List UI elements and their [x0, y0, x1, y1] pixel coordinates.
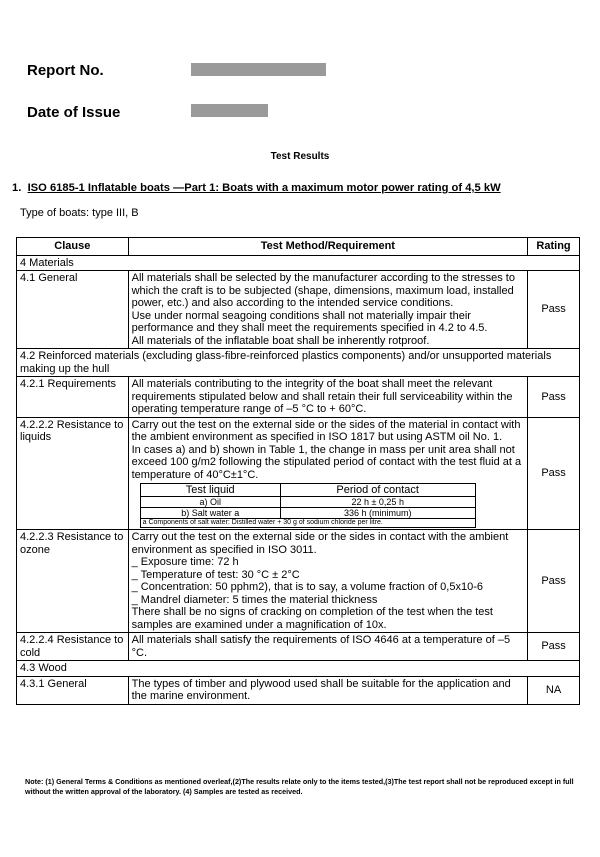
inner-footnote-row [140, 519, 475, 528]
table-row [17, 349, 580, 377]
col-header-rating: Rating [528, 238, 580, 256]
requirement-line: _ Exposure time: 72 h [131, 556, 239, 568]
test-liquid-table [140, 483, 476, 528]
report-no-label: Report No. [27, 62, 104, 79]
inner-row [140, 497, 475, 508]
clause-cell: 4.2.2.2 Resistance to liquids [17, 417, 129, 530]
rating-cell: Pass [528, 633, 580, 661]
requirement-line: All materials shall be selected by the manufacturer according to the stresses to which the craft is to be subjected (shape, dimensions, maximum load, installed power, etc.) and also according to the intended service conditions. [131, 272, 515, 309]
inner-cell: 22 h ± 0,25 h [280, 497, 475, 508]
table-row [17, 417, 580, 530]
inner-footnote: a Components of salt water: Distilled water + 30 g of sodium chloride per litre. [140, 519, 475, 528]
redacted-date [191, 104, 268, 117]
results-table [16, 237, 580, 705]
redacted-report-no [191, 63, 326, 76]
clause-cell: 4.2.2.4 Resistance to cold [17, 633, 129, 661]
section-title [12, 182, 501, 194]
boat-type: Type of boats: type III, B [20, 207, 139, 219]
inner-cell: a) Oil [140, 497, 280, 508]
inner-cell: b) Salt water a [140, 508, 280, 519]
requirement-cell [128, 417, 527, 530]
requirement-line: _ Mandrel diameter: 5 times the material thickness [131, 593, 378, 606]
footer-note: Note: (1) General Terms & Conditions as mentioned overleaf,(2)The results relate only to the items tested,(3)The test report shall not be reproduced except in full without the written approval of the laboratory. (4) Samples are tested as received. [25, 777, 574, 796]
clause-cell: 4.1 General [17, 271, 129, 349]
requirement-line: In cases a) and b) shown in Table 1, the change in mass per unit area shall not exceed 100 g/m2 following the stipulated period of contact with the test fluid at a temperature of 40°C±1°C. [131, 443, 522, 481]
rating-cell: Pass [528, 271, 580, 349]
requirement-line: There shall be no signs of cracking on completion of the test when the test samples are examined under a magnification of 10x. [131, 606, 493, 631]
requirement-line: _ Concentration: 50 pphm2), that is to say, a volume fraction of 0,5x10-6 [131, 581, 483, 593]
clause-cell: 4.2.1 Requirements [17, 377, 129, 418]
table-row [17, 676, 580, 704]
table-row [17, 530, 580, 633]
page-title: Test Results [270, 151, 330, 162]
requirement-line: Carry out the test on the external side or the sides of the material in contact with the ambient environment as specified in ISO 1817 but using ASTM oil No. 1. [131, 418, 521, 443]
rating-cell: Pass [528, 377, 580, 418]
inner-cell: 336 h (minimum) [280, 508, 475, 519]
requirement-line: Carry out the test on the external side or the sides in contact with the ambient environment as specified in ISO 3011. [131, 531, 509, 556]
requirement-cell [128, 271, 527, 349]
section-number: 1. [12, 182, 22, 194]
col-header-method: Test Method/Requirement [128, 238, 527, 256]
table-header-row [17, 238, 580, 256]
table-row [17, 255, 580, 271]
requirement-cell: All materials shall satisfy the requirements of ISO 4646 at a temperature of –5 °C. [128, 633, 527, 661]
reinforced-heading: 4.2 Reinforced materials (excluding glass-fibre-reinforced plastics components) and/or unsupported materials making up the hull [17, 349, 580, 377]
clause-cell: 4.3.1 General [17, 676, 129, 704]
wood-heading: 4.3 Wood [17, 661, 580, 677]
inner-header: Test liquid [140, 484, 280, 497]
rating-cell: Pass [528, 417, 580, 530]
table-row [17, 377, 580, 418]
requirement-line: Use under normal seagoing conditions shall not materially impair their performance and they shall meet the requirements specified in 4.2 to 4.5. [131, 309, 488, 334]
inner-header-row [140, 484, 475, 497]
requirement-cell: All materials contributing to the integrity of the boat shall meet the relevant requirements stipulated below and shall retain their full serviceability within the operating temperature range of –5 °C to + 60°C. [128, 377, 527, 418]
table-row [17, 633, 580, 661]
table-row [17, 661, 580, 677]
requirement-cell: The types of timber and plywood used shall be suitable for the application and the marine environment. [128, 676, 527, 704]
rating-cell: NA [528, 676, 580, 704]
date-of-issue-label: Date of Issue [27, 104, 121, 121]
requirement-cell [128, 530, 527, 633]
table-row [17, 271, 580, 349]
inner-row [140, 508, 475, 519]
clause-cell: 4.2.2.3 Resistance to ozone [17, 530, 129, 633]
section-title-text: ISO 6185-1 Inflatable boats —Part 1: Boats with a maximum motor power rating of 4,5 kW [27, 182, 501, 194]
rating-cell: Pass [528, 530, 580, 633]
col-header-clause: Clause [17, 238, 129, 256]
requirement-line: _ Temperature of test: 30 °C ± 2°C [131, 568, 300, 581]
inner-header: Period of contact [280, 484, 475, 497]
requirement-line: All materials of the inflatable boat shall be inherently rotproof. [131, 334, 430, 347]
materials-heading: 4 Materials [17, 255, 580, 271]
